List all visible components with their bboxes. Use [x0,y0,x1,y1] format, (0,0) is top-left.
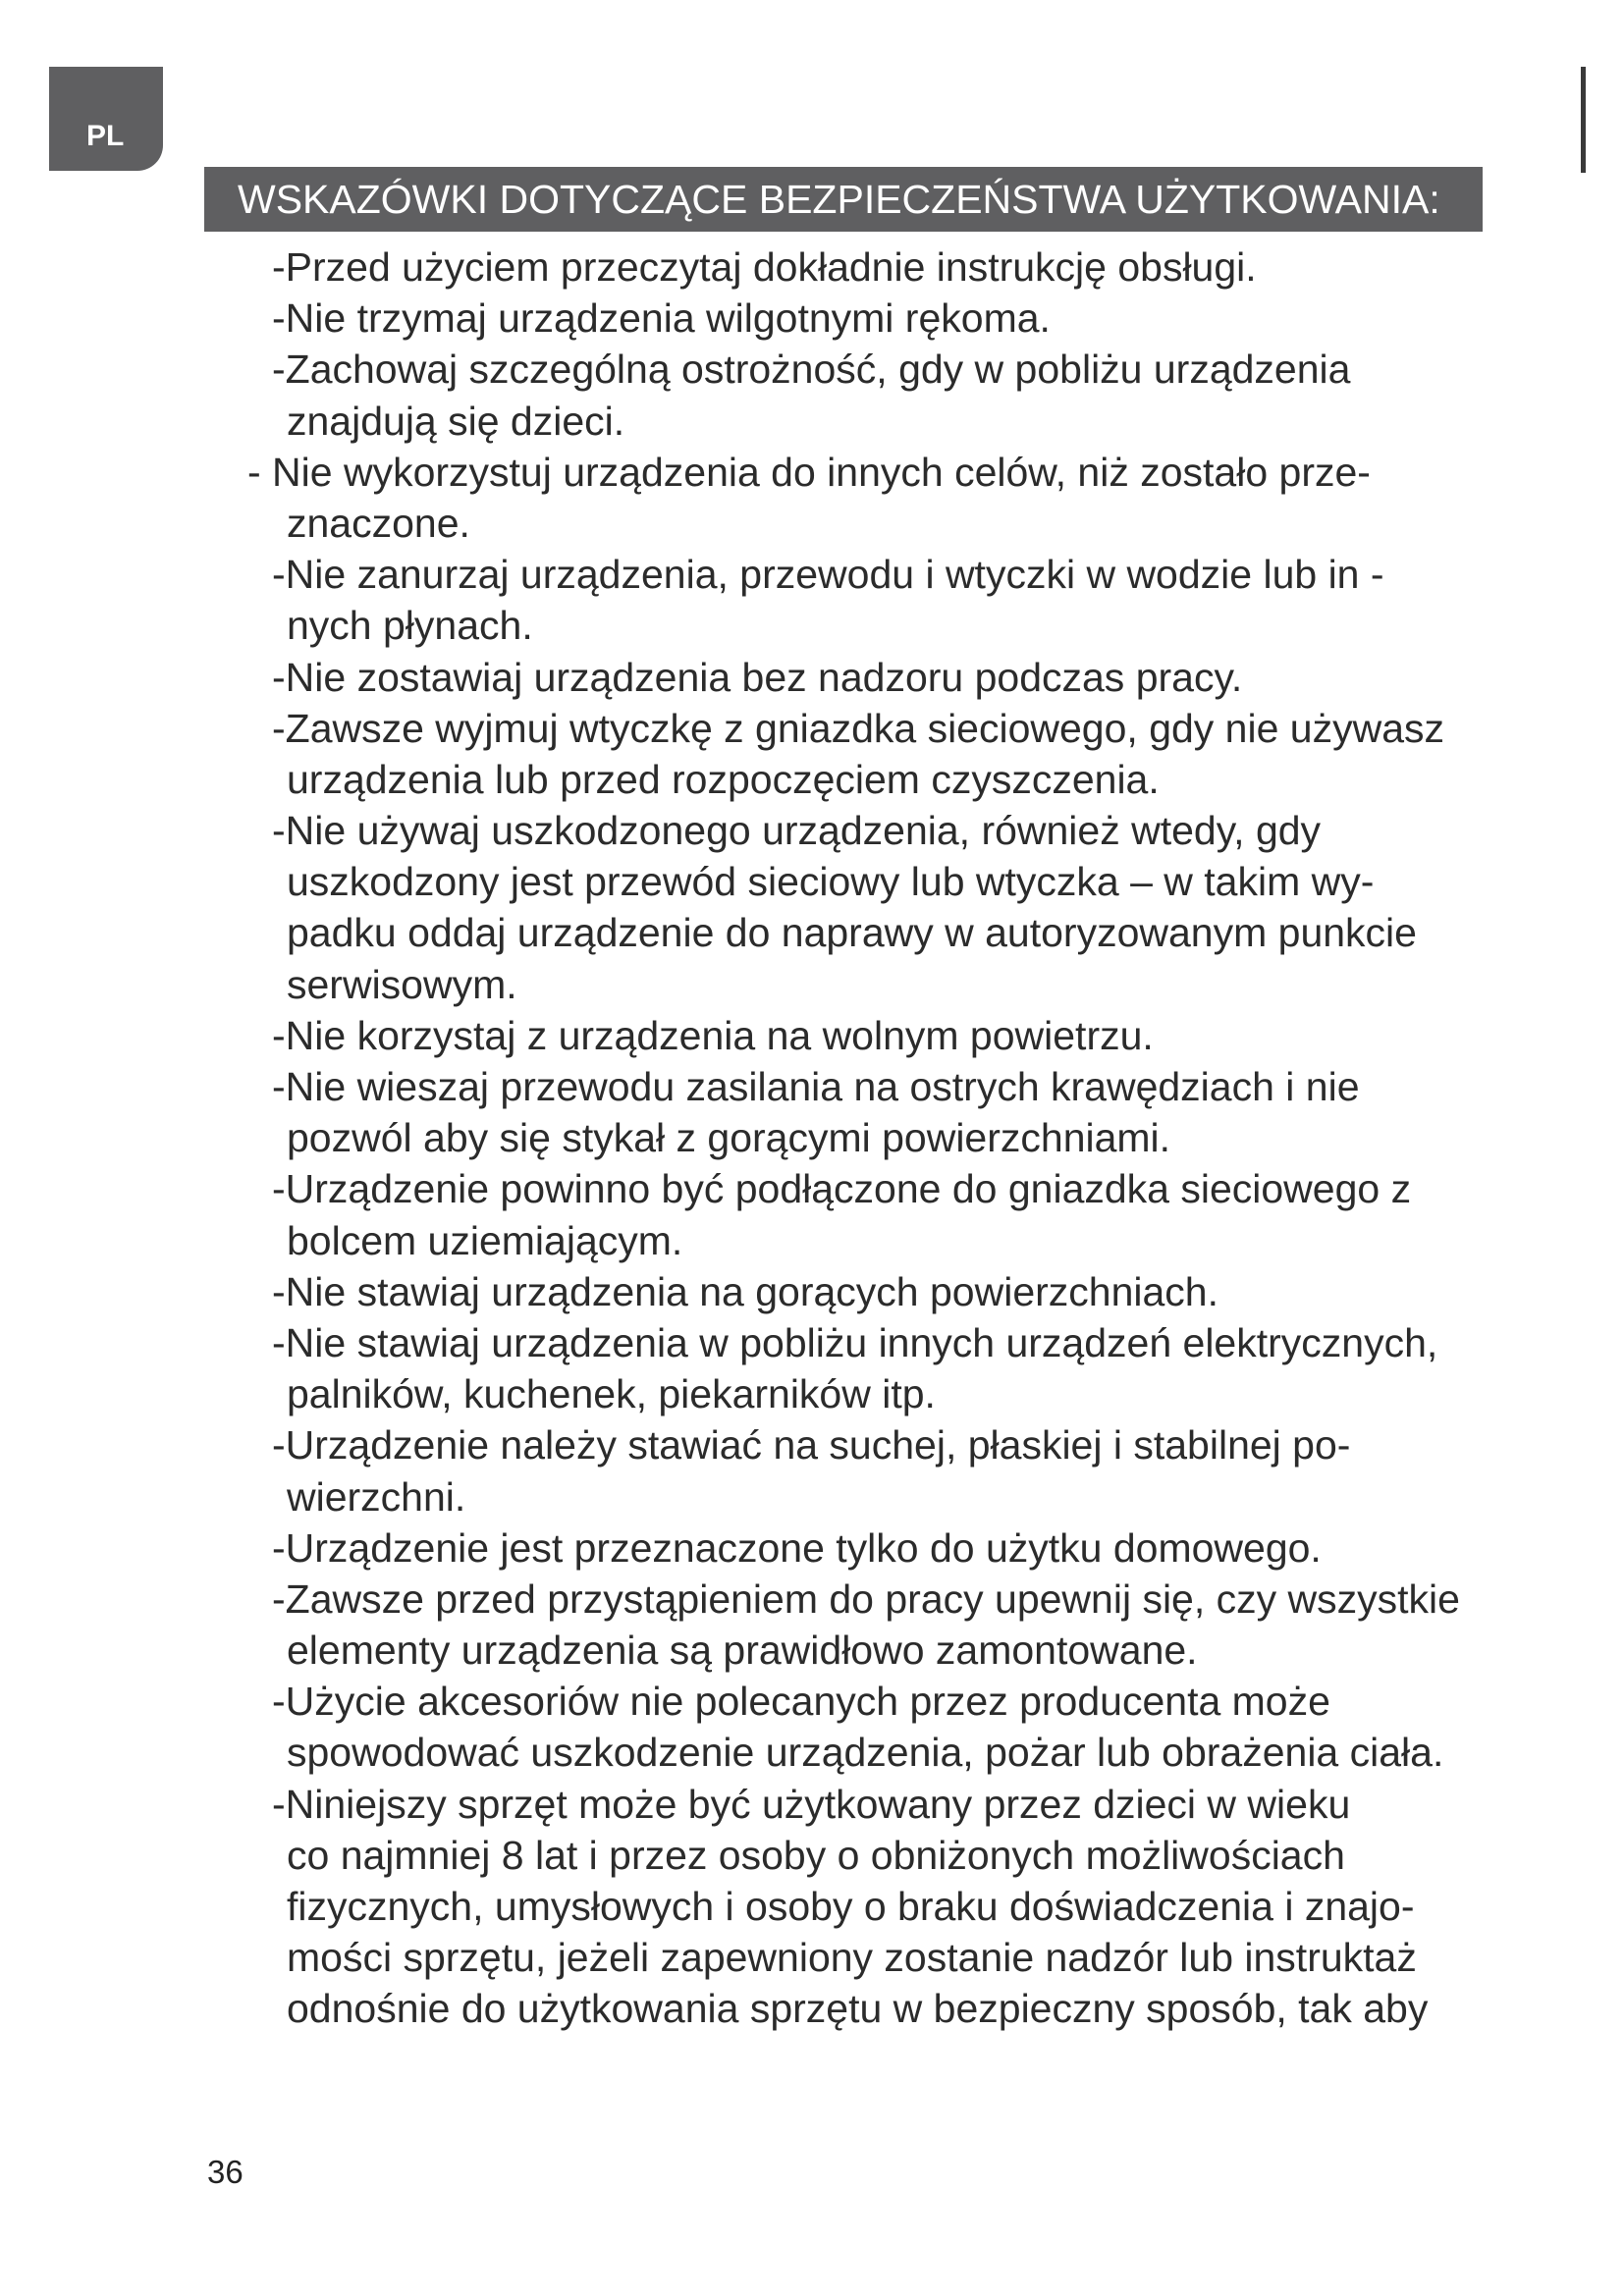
page-edge-marker [1581,67,1586,173]
safety-item-text: -Zawsze wyjmuj wtyczkę z gniazdka sieciowego, gdy nie używasz [272,705,1445,751]
safety-item-text: -Nie korzystaj z urządzenia na wolnym powietrzu. [272,1012,1154,1058]
safety-item [0,1522,1624,1574]
page-number: 36 [207,2154,244,2190]
safety-item-text: -Nie zostawiaj urządzenia bez nadzoru podczas pracy. [272,654,1243,700]
safety-item-text: -Nie wieszaj przewodu zasilania na ostrych krawędziach i nie [272,1064,1360,1109]
safety-item-text: -Nie używaj uszkodzonego urządzenia, również wtedy, gdy [272,808,1322,854]
safety-item [0,652,1624,703]
safety-instructions-list [0,241,1624,2035]
safety-item-text: -Urządzenie powinno być podłączone do gniazdka sieciowego z [272,1166,1412,1212]
safety-item-text: -Nie zanurzaj urządzenia, przewodu i wtyczki w wodzie lub in - [272,552,1384,598]
safety-item [0,805,1624,1010]
safety-item-text: -Zawsze przed przystąpieniem do pracy upewnij się, czy wszystkie [272,1575,1460,1622]
safety-item [0,293,1624,344]
safety-item-text: -Urządzenie należy stawiać na suchej, płaskiej i stabilnej po- [272,1422,1351,1468]
safety-item-text: -Przed użyciem przeczytaj dokładnie instrukcję obsługi. [272,244,1257,290]
safety-item-continuation: znaczone. [287,500,470,546]
safety-item-continuation: palników, kuchenek, piekarników itp. [287,1371,936,1417]
safety-item-text: -Nie stawiaj urządzenia na gorących powierzchniach. [272,1268,1218,1314]
safety-item-text: - Nie wykorzystuj urządzenia do innych celów, niż zostało prze- [247,449,1371,495]
language-tab: PL [49,67,163,171]
safety-item [0,1419,1624,1522]
safety-item-text: -Nie trzymaj urządzenia wilgotnymi rękoma. [272,295,1051,342]
safety-item-continuation: nych płynach. [287,603,533,649]
safety-item [0,447,1624,549]
safety-item-text: -Urządzenie jest przeznaczone tylko do użytku domowego. [272,1524,1322,1571]
safety-item [0,1163,1624,1265]
safety-item-continuation: fizycznych, umysłowych i osoby o braku doświadczenia i znajo- [287,1884,1415,1929]
safety-item [0,1676,1624,1778]
safety-item-continuation: urządzenia lub przed rozpoczęciem czyszczenia. [287,756,1160,802]
safety-item-continuation: mości sprzętu, jeżeli zapewniony zostanie nadzór lub instruktaż [287,1935,1417,1981]
safety-item [0,703,1624,805]
section-heading: WSKAZÓWKI DOTYCZĄCE BEZPIECZEŃSTWA UŻYTKOWANIA: [204,167,1483,232]
safety-item-text: -Nie stawiaj urządzenia w pobliżu innych urządzeń elektrycznych, [272,1319,1438,1365]
safety-item [0,1779,1624,2035]
safety-item-continuation: spowodować uszkodzenie urządzenia, pożar lub obrażenia ciała. [287,1730,1444,1776]
safety-item-continuation: uszkodzony jest przewód sieciowy lub wtyczka – w takim wy- [287,859,1375,905]
safety-item-continuation: znajdują się dzieci. [287,398,625,444]
safety-item [0,241,1624,293]
safety-item-continuation: co najmniej 8 lat i przez osoby o obniżonych możliwościach [287,1832,1345,1878]
safety-item [0,344,1624,446]
safety-item [0,1574,1624,1676]
safety-item-continuation: bolcem uziemiającym. [287,1217,683,1263]
safety-item-text: -Zachowaj szczególną ostrożność, gdy w pobliżu urządzenia [272,347,1351,393]
safety-item-continuation: padku oddaj urządzenie do naprawy w autoryzowanym punkcie [287,910,1417,956]
safety-item-continuation: serwisowym. [287,961,517,1007]
safety-item-text: -Niniejszy sprzęt może być użytkowany przez dzieci w wieku [272,1781,1351,1827]
safety-item-continuation: wierzchni. [287,1473,466,1520]
safety-item-text: -Użycie akcesoriów nie polecanych przez producenta może [272,1679,1330,1725]
safety-item [0,1010,1624,1061]
safety-item [0,549,1624,651]
safety-item-continuation: odnośnie do użytkowania sprzętu w bezpieczny sposób, tak aby [287,1986,1429,2032]
safety-item [0,1317,1624,1419]
safety-item [0,1061,1624,1163]
safety-item [0,1266,1624,1317]
safety-item-continuation: elementy urządzenia są prawidłowo zamontowane. [287,1628,1198,1674]
safety-item-continuation: pozwól aby się stykał z gorącymi powierzchniami. [287,1115,1171,1161]
